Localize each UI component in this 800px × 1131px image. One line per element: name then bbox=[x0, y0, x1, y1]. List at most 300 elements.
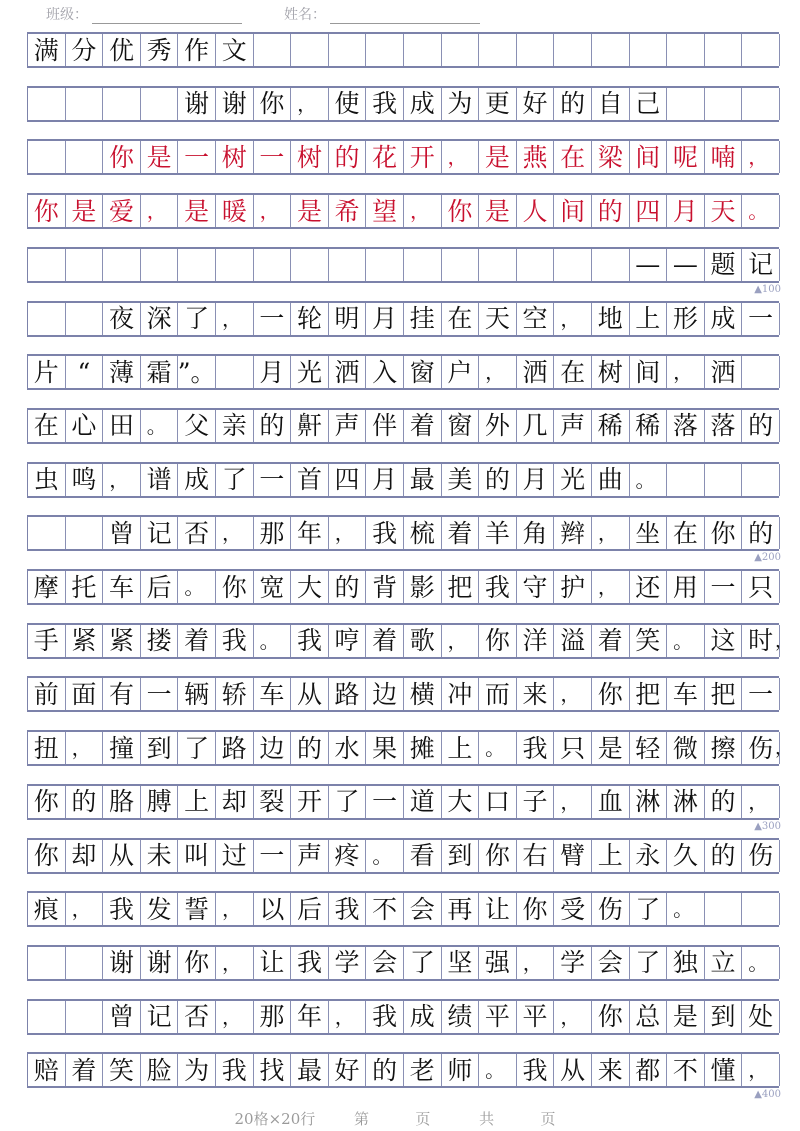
grid-cell: 一 bbox=[254, 840, 292, 872]
grid-row bbox=[27, 515, 779, 551]
grid-cell: ， bbox=[66, 732, 104, 764]
grid-cell: 在 bbox=[554, 141, 592, 173]
grid-cell: 强 bbox=[479, 947, 517, 979]
grid-cell: 却 bbox=[216, 786, 254, 818]
grid-cell: 从 bbox=[103, 840, 141, 872]
grid-cell: 年 bbox=[291, 1001, 329, 1033]
grid-cell: 了 bbox=[329, 786, 367, 818]
grid-cell: 成 bbox=[705, 303, 743, 335]
grid-cell bbox=[479, 249, 517, 281]
grid-cell: 的 bbox=[554, 88, 592, 120]
grid-cell: 片 bbox=[28, 356, 66, 388]
grid-cell: 只 bbox=[554, 732, 592, 764]
grid-cell bbox=[329, 249, 367, 281]
grid-cell: 了 bbox=[630, 947, 668, 979]
grid-cell: 你 bbox=[28, 786, 66, 818]
grid-cell: 用 bbox=[667, 571, 705, 603]
grid-cell: 口 bbox=[479, 786, 517, 818]
grid-cell bbox=[517, 34, 555, 66]
character-count-marker: ▲300 bbox=[754, 820, 781, 832]
grid-row bbox=[27, 676, 779, 712]
grid-cell: 路 bbox=[216, 732, 254, 764]
grid-cell: 你 bbox=[28, 840, 66, 872]
grid-cell bbox=[28, 1001, 66, 1033]
grid-cell: 开 bbox=[404, 141, 442, 173]
grid-cell: 成 bbox=[404, 88, 442, 120]
grid-cell bbox=[66, 517, 104, 549]
grid-cell: 夜 bbox=[103, 303, 141, 335]
grid-cell: 摊 bbox=[404, 732, 442, 764]
grid-cell: 为 bbox=[442, 88, 480, 120]
grid-cell: “ bbox=[66, 356, 104, 388]
grid-row bbox=[27, 86, 779, 122]
grid-cell: 满 bbox=[28, 34, 66, 66]
grid-cell: 伴 bbox=[366, 410, 404, 442]
grid-cell: 间 bbox=[630, 141, 668, 173]
grid-cell bbox=[291, 249, 329, 281]
grid-cell: — bbox=[667, 249, 705, 281]
grid-cell: 立 bbox=[705, 947, 743, 979]
grid-cell: 处 bbox=[742, 1001, 780, 1033]
grid-cell: 找 bbox=[254, 1054, 292, 1086]
grid-cell: 上 bbox=[178, 786, 216, 818]
grid-cell: 的 bbox=[705, 840, 743, 872]
grid-cell bbox=[667, 464, 705, 496]
grid-cell: 右 bbox=[517, 840, 555, 872]
grid-cell: 笑 bbox=[630, 625, 668, 657]
grid-cell: 坚 bbox=[442, 947, 480, 979]
grid-cell: 血 bbox=[592, 786, 630, 818]
grid-cell: 不 bbox=[366, 893, 404, 925]
grid-cell: 的 bbox=[329, 141, 367, 173]
grid-cell: 歌 bbox=[404, 625, 442, 657]
grid-cell bbox=[479, 34, 517, 66]
grid-cell: 上 bbox=[442, 732, 480, 764]
grid-cell: 成 bbox=[404, 1001, 442, 1033]
grid-row bbox=[27, 354, 779, 390]
grid-row bbox=[27, 301, 779, 337]
grid-cell bbox=[66, 303, 104, 335]
grid-cell bbox=[705, 893, 743, 925]
grid-cell: 受 bbox=[554, 893, 592, 925]
grid-cell: 从 bbox=[554, 1054, 592, 1086]
grid-cell: 未 bbox=[141, 840, 179, 872]
grid-row bbox=[27, 408, 779, 444]
grid-row bbox=[27, 32, 779, 68]
grid-cell: ， bbox=[554, 786, 592, 818]
grid-cell: 紧 bbox=[103, 625, 141, 657]
grid-cell: 微 bbox=[667, 732, 705, 764]
grid-cell: 角 bbox=[517, 517, 555, 549]
grid-cell: 记 bbox=[141, 1001, 179, 1033]
grid-row bbox=[27, 730, 793, 766]
grid-cell: 大 bbox=[442, 786, 480, 818]
grid-cell: ， bbox=[216, 1001, 254, 1033]
grid-cell: 却 bbox=[66, 840, 104, 872]
grid-cell: 燕 bbox=[517, 141, 555, 173]
grid-cell: 疼 bbox=[329, 840, 367, 872]
grid-row bbox=[27, 247, 779, 283]
grid-cell bbox=[705, 88, 743, 120]
grid-cell: 轻 bbox=[630, 732, 668, 764]
grid-cell: 学 bbox=[554, 947, 592, 979]
grid-cell: 使 bbox=[329, 88, 367, 120]
grid-cell bbox=[554, 249, 592, 281]
grid-cell bbox=[592, 249, 630, 281]
grid-cell: 窗 bbox=[442, 410, 480, 442]
grid-cell: 你 bbox=[479, 840, 517, 872]
grid-cell: 一 bbox=[705, 571, 743, 603]
grid-cell: 学 bbox=[329, 947, 367, 979]
grid-cell: 。 bbox=[667, 893, 705, 925]
grid-cell: 形 bbox=[667, 303, 705, 335]
grid-cell: 洒 bbox=[705, 356, 743, 388]
grid-cell: 。 bbox=[141, 410, 179, 442]
grid-cell bbox=[404, 249, 442, 281]
grid-cell: 作 bbox=[178, 34, 216, 66]
grid-cell: 的 bbox=[366, 1054, 404, 1086]
grid-cell: 在 bbox=[667, 517, 705, 549]
grid-cell: ， bbox=[329, 517, 367, 549]
grid-cell: 把 bbox=[630, 678, 668, 710]
grid-cell: 你 bbox=[479, 625, 517, 657]
grid-cell bbox=[141, 249, 179, 281]
grid-cell: 曲 bbox=[592, 464, 630, 496]
grid-cell bbox=[442, 249, 480, 281]
grid-cell: 裂 bbox=[254, 786, 292, 818]
grid-cell: 谢 bbox=[216, 88, 254, 120]
grid-cell: 一 bbox=[254, 303, 292, 335]
grid-cell: ， bbox=[103, 464, 141, 496]
grid-cell bbox=[517, 249, 555, 281]
grid-cell: 师 bbox=[442, 1054, 480, 1086]
grid-cell: 老 bbox=[404, 1054, 442, 1086]
grid-row bbox=[27, 891, 779, 927]
grid-cell: 人 bbox=[517, 195, 555, 227]
grid-cell: ， bbox=[66, 893, 104, 925]
grid-cell: 横 bbox=[404, 678, 442, 710]
grid-cell: 膊 bbox=[141, 786, 179, 818]
grid-cell bbox=[742, 88, 780, 120]
grid-cell: 月 bbox=[366, 464, 404, 496]
grid-row bbox=[27, 193, 779, 229]
grid-cell: ， bbox=[592, 571, 630, 603]
grid-cell: ， bbox=[404, 195, 442, 227]
grid-cell: 明 bbox=[329, 303, 367, 335]
grid-cell: ， bbox=[592, 517, 630, 549]
grid-cell: 成 bbox=[178, 464, 216, 496]
page-footer bbox=[0, 1108, 800, 1129]
grid-cell bbox=[291, 34, 329, 66]
grid-cell: 把 bbox=[442, 571, 480, 603]
grid-cell: 车 bbox=[667, 678, 705, 710]
grid-cell: 间 bbox=[630, 356, 668, 388]
grid-cell: 间 bbox=[554, 195, 592, 227]
grid-cell: 我 bbox=[291, 625, 329, 657]
grid-cell: 声 bbox=[291, 840, 329, 872]
grid-cell: 最 bbox=[404, 464, 442, 496]
grid-cell: 后 bbox=[141, 571, 179, 603]
grid-cell: 到 bbox=[705, 1001, 743, 1033]
grid-cell: 秀 bbox=[141, 34, 179, 66]
grid-cell: 地 bbox=[592, 303, 630, 335]
grid-cell: 的 bbox=[705, 786, 743, 818]
grid-cell: ， bbox=[216, 303, 254, 335]
grid-cell bbox=[254, 34, 292, 66]
grid-cell bbox=[329, 34, 367, 66]
grid-cell: 爱 bbox=[103, 195, 141, 227]
grid-cell: 我 bbox=[479, 571, 517, 603]
grid-cell: 胳 bbox=[103, 786, 141, 818]
grid-cell: 是 bbox=[178, 195, 216, 227]
grid-cell: 平 bbox=[517, 1001, 555, 1033]
grid-cell bbox=[141, 88, 179, 120]
grid-cell: 自 bbox=[592, 88, 630, 120]
grid-cell: 一 bbox=[141, 678, 179, 710]
grid-cell bbox=[28, 517, 66, 549]
grid-cell bbox=[28, 249, 66, 281]
grid-cell bbox=[742, 464, 780, 496]
grid-cell: 薄 bbox=[103, 356, 141, 388]
character-count-marker: ▲400 bbox=[754, 1089, 781, 1101]
grid-cell: 你 bbox=[517, 893, 555, 925]
total-prefix: 共 bbox=[479, 1110, 495, 1128]
grid-cell: 父 bbox=[178, 410, 216, 442]
grid-cell: 记 bbox=[742, 249, 780, 281]
grid-cell: 而 bbox=[479, 678, 517, 710]
grid-cell: 落 bbox=[667, 410, 705, 442]
grid-cell: 的 bbox=[592, 195, 630, 227]
grid-cell: 。 bbox=[178, 571, 216, 603]
grid-cell: 的 bbox=[742, 517, 780, 549]
grid-cell: 你 bbox=[178, 947, 216, 979]
grid-cell: 月 bbox=[667, 195, 705, 227]
grid-cell: 洒 bbox=[517, 356, 555, 388]
grid-cell: 果 bbox=[366, 732, 404, 764]
grid-cell: 的 bbox=[329, 571, 367, 603]
grid-cell: 护 bbox=[554, 571, 592, 603]
grid-cell: 叫 bbox=[178, 840, 216, 872]
grid-cell: 溢 bbox=[554, 625, 592, 657]
grid-cell: 独 bbox=[667, 947, 705, 979]
grid-cell: 永 bbox=[630, 840, 668, 872]
page-number-label bbox=[344, 1110, 440, 1128]
grid-cell: 有 bbox=[103, 678, 141, 710]
grid-cell: 窗 bbox=[404, 356, 442, 388]
grid-cell: 心 bbox=[66, 410, 104, 442]
grid-cell: 辫 bbox=[554, 517, 592, 549]
grid-cell: 更 bbox=[479, 88, 517, 120]
grid-cell: 我 bbox=[517, 732, 555, 764]
name-field bbox=[284, 4, 480, 24]
grid-cell: 前 bbox=[28, 678, 66, 710]
total-suffix: 页 bbox=[540, 1110, 556, 1128]
grid-cell: 把 bbox=[705, 678, 743, 710]
grid-cell: 否 bbox=[178, 517, 216, 549]
grid-cell: 空 bbox=[517, 303, 555, 335]
grid-cell: 你 bbox=[592, 678, 630, 710]
grid-cell: 了 bbox=[178, 303, 216, 335]
grid-cell: 一 bbox=[742, 678, 780, 710]
grid-cell: 都 bbox=[630, 1054, 668, 1086]
grid-cell: 到 bbox=[141, 732, 179, 764]
grid-cell: ， bbox=[554, 1001, 592, 1033]
grid-row bbox=[27, 462, 779, 498]
grid-cell: 边 bbox=[254, 732, 292, 764]
grid-cell bbox=[366, 34, 404, 66]
grid-cell: 花 bbox=[366, 141, 404, 173]
grid-cell: 着 bbox=[592, 625, 630, 657]
grid-row bbox=[27, 945, 779, 981]
grid-cell: — bbox=[630, 249, 668, 281]
grid-cell: 我 bbox=[366, 517, 404, 549]
grid-cell bbox=[28, 141, 66, 173]
grid-cell bbox=[103, 249, 141, 281]
grid-cell: 是 bbox=[592, 732, 630, 764]
grid-cell: 车 bbox=[103, 571, 141, 603]
grid-cell bbox=[178, 249, 216, 281]
grid-cell: 你 bbox=[28, 195, 66, 227]
page-suffix: 页 bbox=[415, 1110, 431, 1128]
grid-cell bbox=[28, 303, 66, 335]
grid-cell: 让 bbox=[479, 893, 517, 925]
grid-cell: 光 bbox=[554, 464, 592, 496]
grid-cell: 稀 bbox=[630, 410, 668, 442]
grid-cell: 为 bbox=[178, 1054, 216, 1086]
grid-cell bbox=[28, 88, 66, 120]
grid-cell: 曾 bbox=[103, 517, 141, 549]
grid-cell: ， bbox=[442, 625, 480, 657]
grid-cell: 在 bbox=[28, 410, 66, 442]
grid-cell: 谱 bbox=[141, 464, 179, 496]
character-count-marker: ▲100 bbox=[754, 283, 781, 295]
grid-cell bbox=[705, 464, 743, 496]
grid-cell: 己 bbox=[630, 88, 668, 120]
grid-cell: 挂 bbox=[404, 303, 442, 335]
grid-cell: 背 bbox=[366, 571, 404, 603]
grid-cell: 紧 bbox=[66, 625, 104, 657]
grid-cell: 天 bbox=[705, 195, 743, 227]
grid-cell: 时 bbox=[742, 625, 780, 657]
grid-cell: 辆 bbox=[178, 678, 216, 710]
grid-cell bbox=[667, 34, 705, 66]
grid-cell: 再 bbox=[442, 893, 480, 925]
grid-cell: 谢 bbox=[141, 947, 179, 979]
grid-cell bbox=[366, 249, 404, 281]
grid-cell: 淋 bbox=[667, 786, 705, 818]
grid-cell: 首 bbox=[291, 464, 329, 496]
grid-cell: 了 bbox=[404, 947, 442, 979]
grid-cell: 梁 bbox=[592, 141, 630, 173]
grid-cell: 曾 bbox=[103, 1001, 141, 1033]
grid-cell: 月 bbox=[517, 464, 555, 496]
grid-cell bbox=[404, 34, 442, 66]
grid-cell: 轿 bbox=[216, 678, 254, 710]
overflow-punctuation: ， bbox=[775, 630, 793, 652]
grid-cell: 搂 bbox=[141, 625, 179, 657]
grid-cell: 鸣 bbox=[66, 464, 104, 496]
grid-cell: 是 bbox=[291, 195, 329, 227]
class-blank-line bbox=[92, 9, 242, 24]
grid-cell: 着 bbox=[366, 625, 404, 657]
grid-cell: 。 bbox=[479, 732, 517, 764]
grid-cell: ， bbox=[742, 786, 780, 818]
grid-cell: 我 bbox=[103, 893, 141, 925]
grid-cell: 声 bbox=[554, 410, 592, 442]
grid-cell bbox=[554, 34, 592, 66]
grid-cell: 好 bbox=[329, 1054, 367, 1086]
grid-cell: 开 bbox=[291, 786, 329, 818]
grid-cell: 最 bbox=[291, 1054, 329, 1086]
grid-cell: 的 bbox=[66, 786, 104, 818]
grid-row bbox=[27, 139, 779, 175]
grid-cell: 题 bbox=[705, 249, 743, 281]
grid-cell bbox=[742, 893, 780, 925]
grid-cell: 过 bbox=[216, 840, 254, 872]
grid-row bbox=[27, 623, 793, 659]
grid-cell: 天 bbox=[479, 303, 517, 335]
grid-cell: 外 bbox=[479, 410, 517, 442]
grid-cell: 洋 bbox=[517, 625, 555, 657]
grid-cell: 户 bbox=[442, 356, 480, 388]
grid-cell: 哼 bbox=[329, 625, 367, 657]
grid-cell: 平 bbox=[479, 1001, 517, 1033]
grid-cell: 伤 bbox=[592, 893, 630, 925]
grid-cell: 年 bbox=[291, 517, 329, 549]
grid-cell: 鼾 bbox=[291, 410, 329, 442]
overflow-punctuation: ， bbox=[775, 738, 793, 760]
grid-cell: 擦 bbox=[705, 732, 743, 764]
grid-cell: 分 bbox=[66, 34, 104, 66]
character-count-marker: ▲200 bbox=[754, 552, 781, 564]
grid-cell: 笑 bbox=[103, 1054, 141, 1086]
grid-cell: 四 bbox=[630, 195, 668, 227]
grid-cell: 几 bbox=[517, 410, 555, 442]
grid-cell: 呢 bbox=[667, 141, 705, 173]
grid-cell: 好 bbox=[517, 88, 555, 120]
grid-cell: 以 bbox=[254, 893, 292, 925]
grid-cell: 路 bbox=[329, 678, 367, 710]
grid-cell bbox=[742, 356, 780, 388]
grid-cell: 你 bbox=[216, 571, 254, 603]
grid-cell: 你 bbox=[592, 1001, 630, 1033]
grid-cell: 的 bbox=[742, 410, 780, 442]
grid-cell: ， bbox=[329, 1001, 367, 1033]
grid-cell: 是 bbox=[667, 1001, 705, 1033]
grid-cell: 大 bbox=[291, 571, 329, 603]
grid-cell: 你 bbox=[442, 195, 480, 227]
grid-cell: 一 bbox=[254, 464, 292, 496]
grid-cell: 道 bbox=[404, 786, 442, 818]
grid-cell bbox=[216, 249, 254, 281]
grid-cell: 否 bbox=[178, 1001, 216, 1033]
grid-cell: 伤 bbox=[742, 732, 780, 764]
grid-cell: 美 bbox=[442, 464, 480, 496]
grid-row bbox=[27, 1052, 779, 1088]
grid-cell: ， bbox=[742, 141, 780, 173]
grid-cell: 会 bbox=[592, 947, 630, 979]
grid-cell: 。 bbox=[742, 947, 780, 979]
grid-cell: 月 bbox=[366, 303, 404, 335]
grid-cell: 虫 bbox=[28, 464, 66, 496]
grid-cell: 的 bbox=[479, 464, 517, 496]
grid-cell: 水 bbox=[329, 732, 367, 764]
grid-cell: ， bbox=[216, 893, 254, 925]
grid-cell: 是 bbox=[479, 141, 517, 173]
grid-cell: 树 bbox=[291, 141, 329, 173]
grid-cell: 谢 bbox=[103, 947, 141, 979]
grid-cell: 面 bbox=[66, 678, 104, 710]
